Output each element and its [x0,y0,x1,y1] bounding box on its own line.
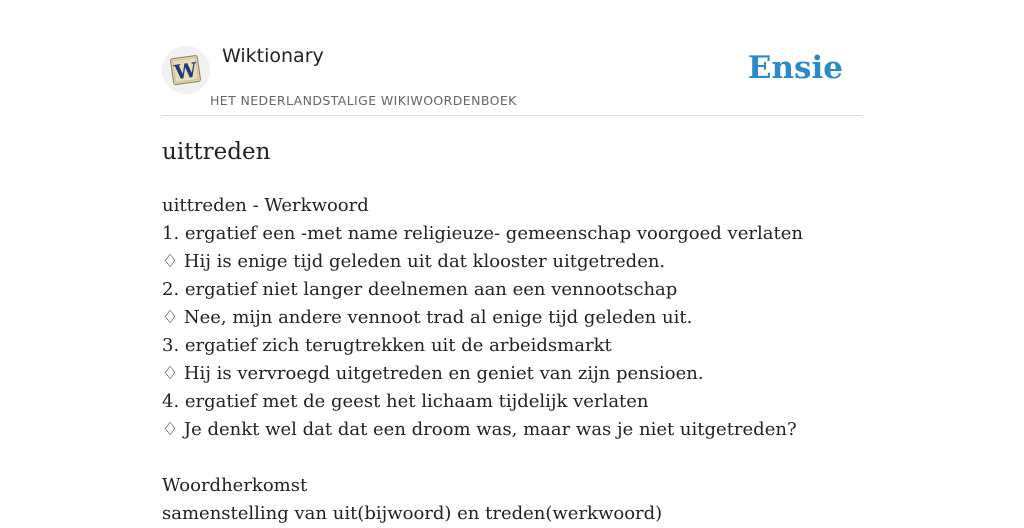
definition-3: 3. ergatief zich terugtrekken uit de arbeidsmarkt [162,335,612,356]
entry-content [162,192,862,528]
definition-4: 4. ergatief met de geest het lichaam tijdelijk verlaten [162,391,649,412]
site-header [162,0,862,116]
example-4: ♢ Je denkt wel dat dat een droom was, maar was je niet uitgetreden? [162,419,797,440]
ensie-brand-link[interactable]: Ensie [747,50,843,86]
example-3: ♢ Hij is vervroegd uitgetreden en geniet van zijn pensioen. [162,363,704,384]
site-title[interactable]: Wiktionary [222,45,324,67]
entry-heading: uittreden - Werkwoord [162,195,369,216]
etymology-heading: Woordherkomst [162,475,308,496]
site-subtitle: HET NEDERLANDSTALIGE WIKIWOORDENBOEK [210,93,517,108]
etymology-text: samenstelling van uit(bijwoord) en treden(werkwoord) [162,503,663,524]
svg-text:W: W [172,57,199,85]
wiktionary-w-puzzle-icon [167,51,205,89]
page-title: uittreden [162,139,271,165]
spacer [162,444,862,472]
example-2: ♢ Nee, mijn andere vennoot trad al enige tijd geleden uit. [162,307,693,328]
example-1: ♢ Hij is enige tijd geleden uit dat klooster uitgetreden. [162,251,666,272]
definition-1: 1. ergatief een -met name religieuze- gemeenschap voorgoed verlaten [162,223,803,244]
definition-2: 2. ergatief niet langer deelnemen aan een vennootschap [162,279,678,300]
wiktionary-logo-icon[interactable] [162,46,210,94]
